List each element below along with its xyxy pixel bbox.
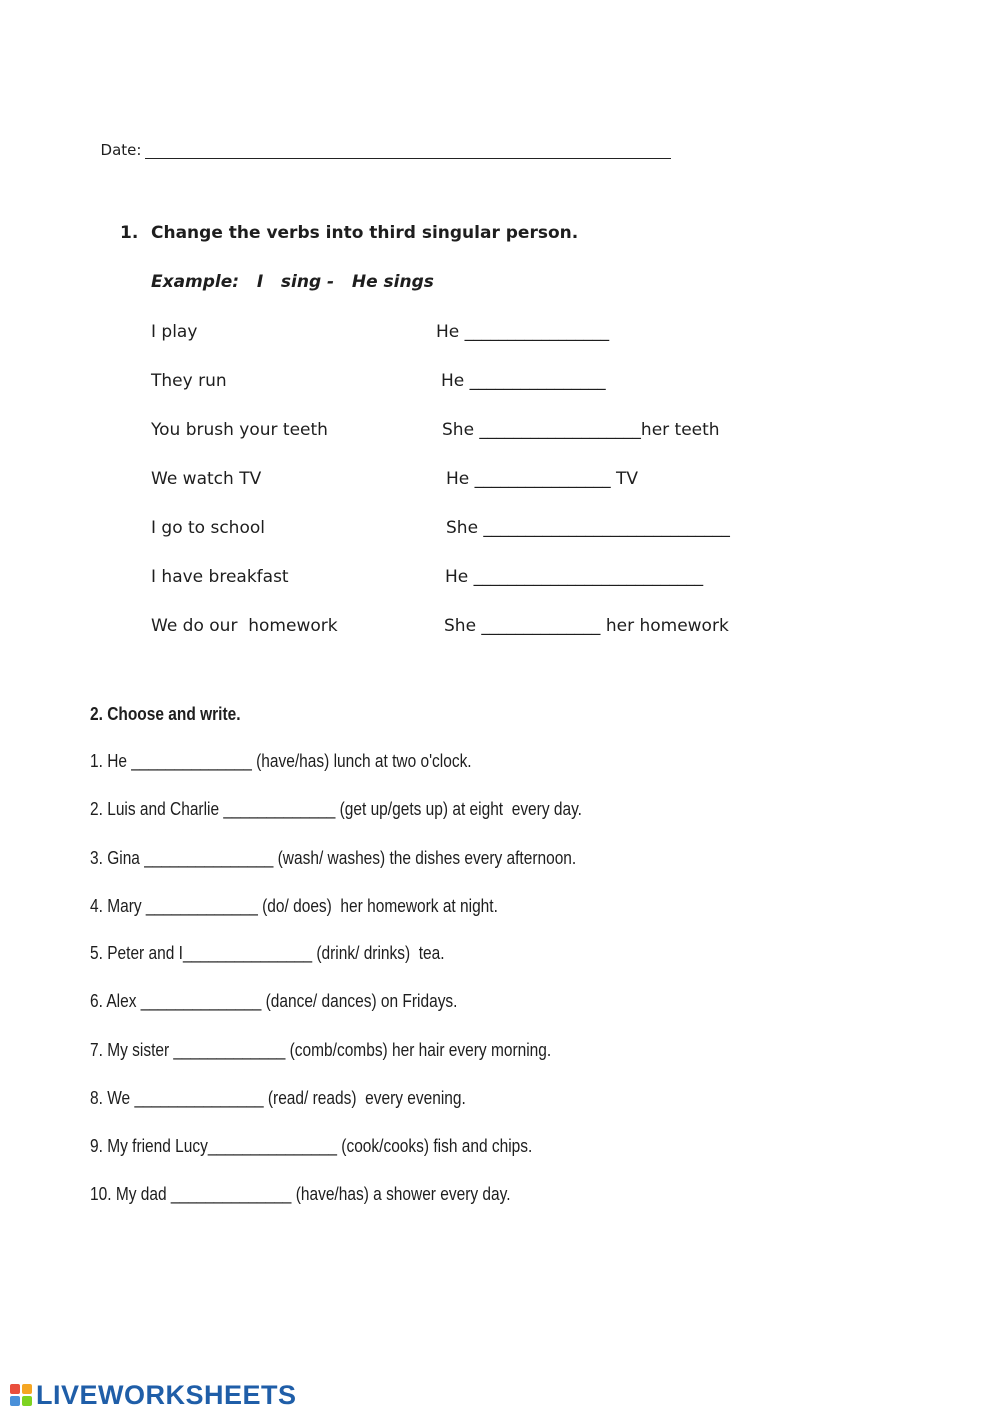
exercise-item: 8. We _______________ (read/ reads) every evening. [90,1088,466,1108]
liveworksheets-logo [10,1379,297,1411]
row-right: She ______________ her homework [444,616,729,636]
exercise-item: 9. My friend Lucy_______________ (cook/cooks) fish and chips. [90,1136,533,1156]
row-left: I play [151,322,198,342]
row-left: I have breakfast [151,567,289,587]
date-field [91,123,671,159]
section1-title: Change the verbs into third singular person. [151,223,579,243]
exercise-item: 7. My sister _____________ (comb/combs) her hair every morning. [90,1040,552,1060]
logo-block [22,1384,32,1394]
row-left: We watch TV [151,469,262,489]
exercise-item: 1. He ______________ (have/has) lunch at two o'clock. [90,751,472,771]
section1-number: 1. [120,223,139,243]
exercise-item: 4. Mary _____________ (do/ does) her homework at night. [90,896,498,916]
row-right: He ___________________________ [445,567,704,587]
row-left: They run [151,371,227,391]
row-left: You brush your teeth [151,420,328,440]
logo-block [10,1384,20,1394]
logo-block [22,1396,32,1406]
exercise-item: 10. My dad ______________ (have/has) a shower every day. [90,1184,511,1204]
logo-block [10,1396,20,1406]
date-answer-line [145,144,671,159]
exercise-item: 3. Gina _______________ (wash/ washes) the dishes every afternoon. [90,848,577,868]
date-label: Date: [100,141,142,159]
row-right: She _____________________________ [446,518,730,538]
section2-title: 2. Choose and write. [90,704,241,724]
logo-blocks-icon [10,1384,32,1406]
row-right: He ________________ TV [446,469,639,489]
row-left: I go to school [151,518,265,538]
section1-example: Example: I sing - He sings [151,272,434,292]
row-right: She ___________________her teeth [442,420,720,440]
row-right: He ________________ [441,371,606,391]
row-left: We do our homework [151,616,338,636]
logo-text: LIVEWORKSHEETS [36,1379,297,1410]
exercise-item: 5. Peter and I_______________ (drink/ drinks) tea. [90,943,445,963]
exercise-item: 2. Luis and Charlie _____________ (get up/gets up) at eight every day. [90,799,582,819]
row-right: He _________________ [436,322,610,342]
exercise-item: 6. Alex ______________ (dance/ dances) on Fridays. [90,991,458,1011]
